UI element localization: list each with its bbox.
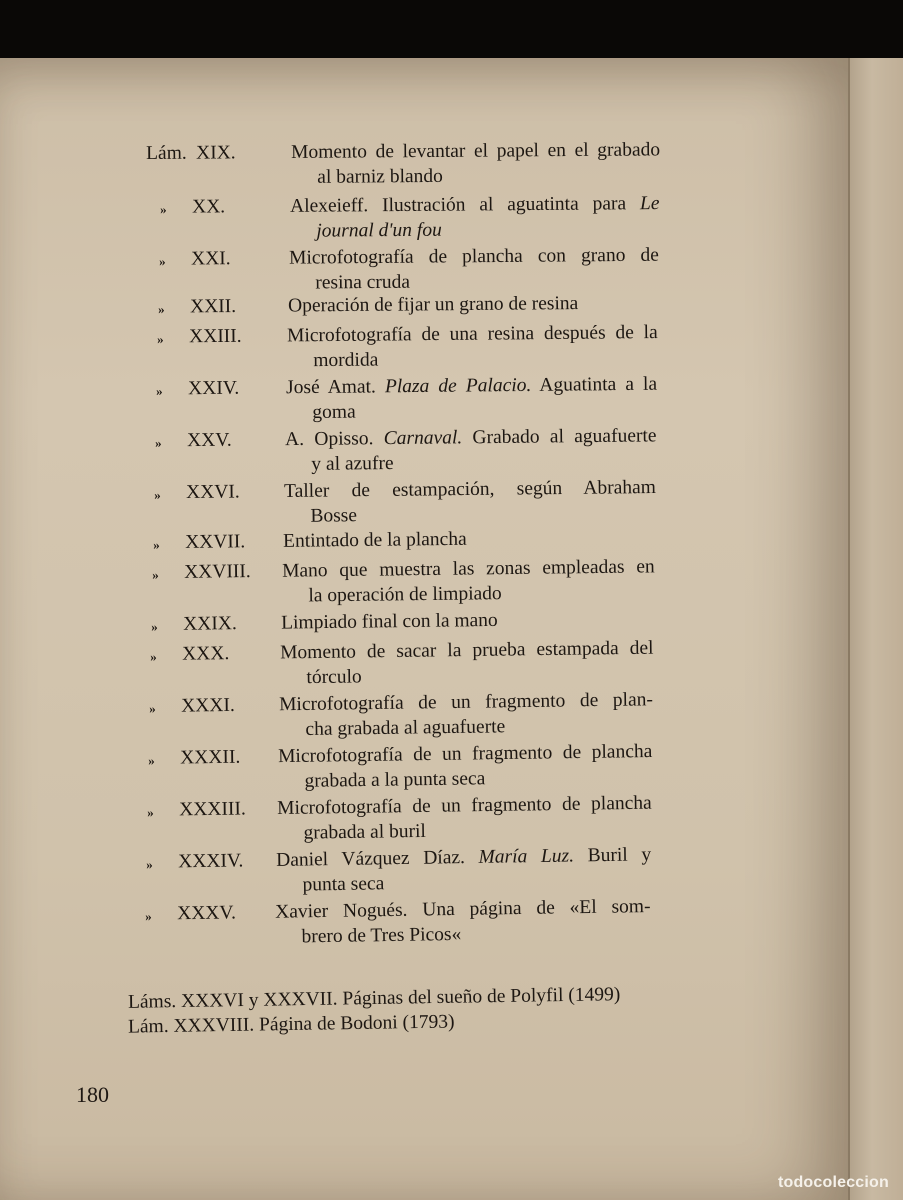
description-line: punta seca [302, 873, 385, 896]
entry-numeral: XXXIV. [178, 850, 244, 873]
ditto-mark: » [150, 649, 157, 665]
entry-description [286, 372, 657, 426]
entry-numeral: XIX. [196, 142, 236, 164]
description-line: Entintado de la plancha [283, 528, 467, 552]
description-line: A. Opisso. Carnaval. Grabado al aguafuerte [285, 425, 657, 451]
ditto-mark: » [149, 700, 156, 717]
description-line: journal d'un fou [316, 219, 442, 242]
description-line: Operación de fijar un grano de resina [288, 293, 579, 317]
entry-description [290, 191, 660, 244]
entry-description [281, 606, 654, 636]
ditto-mark: » [159, 253, 166, 269]
ditto-mark: » [153, 537, 160, 553]
ditto-mark: » [151, 619, 158, 635]
description-line: tórculo [306, 666, 362, 689]
entry-description [282, 554, 655, 608]
description-line: Microfotografía de un fragmento de plan- [279, 689, 654, 716]
entry-numeral: XXVII. [185, 531, 246, 553]
description-line: Alexeieff. Ilustración al aguatinta para Le [290, 193, 660, 217]
description-line: grabada al buril [303, 820, 427, 844]
next-page-edge [848, 58, 903, 1200]
description-line: Daniel Vázquez Díaz. María Luz. Buril y [275, 844, 652, 871]
entry-numeral: XXIII. [189, 325, 242, 348]
description-line: Bosse [310, 505, 358, 527]
entry-description [289, 243, 659, 296]
ditto-mark: » [148, 752, 155, 768]
description-line: Limpiado final con la mano [281, 609, 498, 634]
description-line: grabada a la punta seca [304, 768, 486, 792]
description-line: Microfotografía de un fragmento de plancha [277, 792, 652, 820]
description-line: Taller de estampación, según Abraham [284, 477, 657, 502]
ditto-mark: » [146, 856, 153, 872]
description-line: resina cruda [315, 271, 411, 294]
entry-numeral: XXVI. [186, 481, 240, 504]
description-line: José Amat. Plaza de Palacio. Aguatinta a la [286, 373, 658, 399]
ditto-mark: » [147, 804, 154, 820]
entry-numeral: XXVIII. [184, 561, 251, 583]
entry-description [280, 636, 654, 691]
entry-numeral: XXIV. [188, 377, 240, 400]
description-line: Microfotografía de un fragmento de plancha [278, 741, 653, 768]
entry-numeral: XXXV. [177, 902, 237, 925]
entry-description [276, 842, 652, 898]
entry-numeral: XXII. [190, 295, 237, 318]
entry-description [284, 475, 656, 529]
entry-numeral: XXX. [182, 643, 230, 665]
ditto-mark: » [157, 331, 164, 347]
final-line-2: Lám. XXXVIII. Página de Bodoni (1793) [127, 1011, 455, 1038]
page-number: 180 [76, 1082, 109, 1107]
ditto-mark: » [145, 908, 152, 924]
ditto-mark: » [152, 567, 159, 583]
description-line: al barniz blando [317, 165, 443, 188]
description-line: cha grabada al aguafuerte [305, 716, 506, 740]
ditto-mark: » [160, 201, 167, 217]
entry-numeral: XXXI. [181, 694, 235, 717]
description-line: Microfotografía de plancha con grano de [289, 244, 659, 269]
ditto-mark: » [154, 487, 161, 503]
ditto-mark: » [156, 383, 163, 399]
description-line: la operación de limpiado [308, 583, 502, 607]
entry-description [285, 423, 657, 477]
final-line-1: Láms. XXXVI y XXXVII. Páginas del sueño de Polyfil (1499) [127, 984, 621, 1013]
entry-description [275, 894, 651, 950]
description-line: Mano que muestra las zonas empleadas en [282, 556, 655, 582]
entry-numeral: XXV. [187, 429, 232, 452]
entry-description [283, 525, 655, 554]
entry-numeral: XXIX. [183, 613, 237, 635]
entry-description [278, 739, 653, 794]
entry-prefix: Lám. [146, 142, 187, 164]
entry-numeral: XXXIII. [179, 798, 246, 821]
description-line: Momento de sacar la prueba estampada del [280, 637, 654, 664]
entry-description [287, 320, 658, 373]
description-line: Microfotografía de una resina después de la [287, 322, 658, 347]
description-line: Xavier Nogués. Una página de «El som- [274, 896, 651, 923]
ditto-mark: » [155, 435, 162, 451]
entry-numeral: XXXII. [180, 746, 241, 769]
watermark-text: todocoleccion [777, 1174, 889, 1191]
description-line: y al azufre [311, 453, 394, 475]
description-line: mordida [313, 349, 379, 372]
book-page [0, 58, 848, 1200]
entry-description [291, 137, 660, 190]
entry-numeral: XX. [192, 196, 226, 218]
description-line: Momento de levantar el papel en el grabado [291, 139, 661, 163]
entry-description [279, 687, 653, 742]
ditto-mark: » [158, 301, 165, 317]
entry-numeral: XXI. [191, 248, 231, 270]
entry-description [277, 791, 652, 846]
description-line: goma [312, 401, 356, 424]
description-line: brero de Tres Picos« [301, 923, 462, 948]
entry-description [288, 290, 658, 318]
